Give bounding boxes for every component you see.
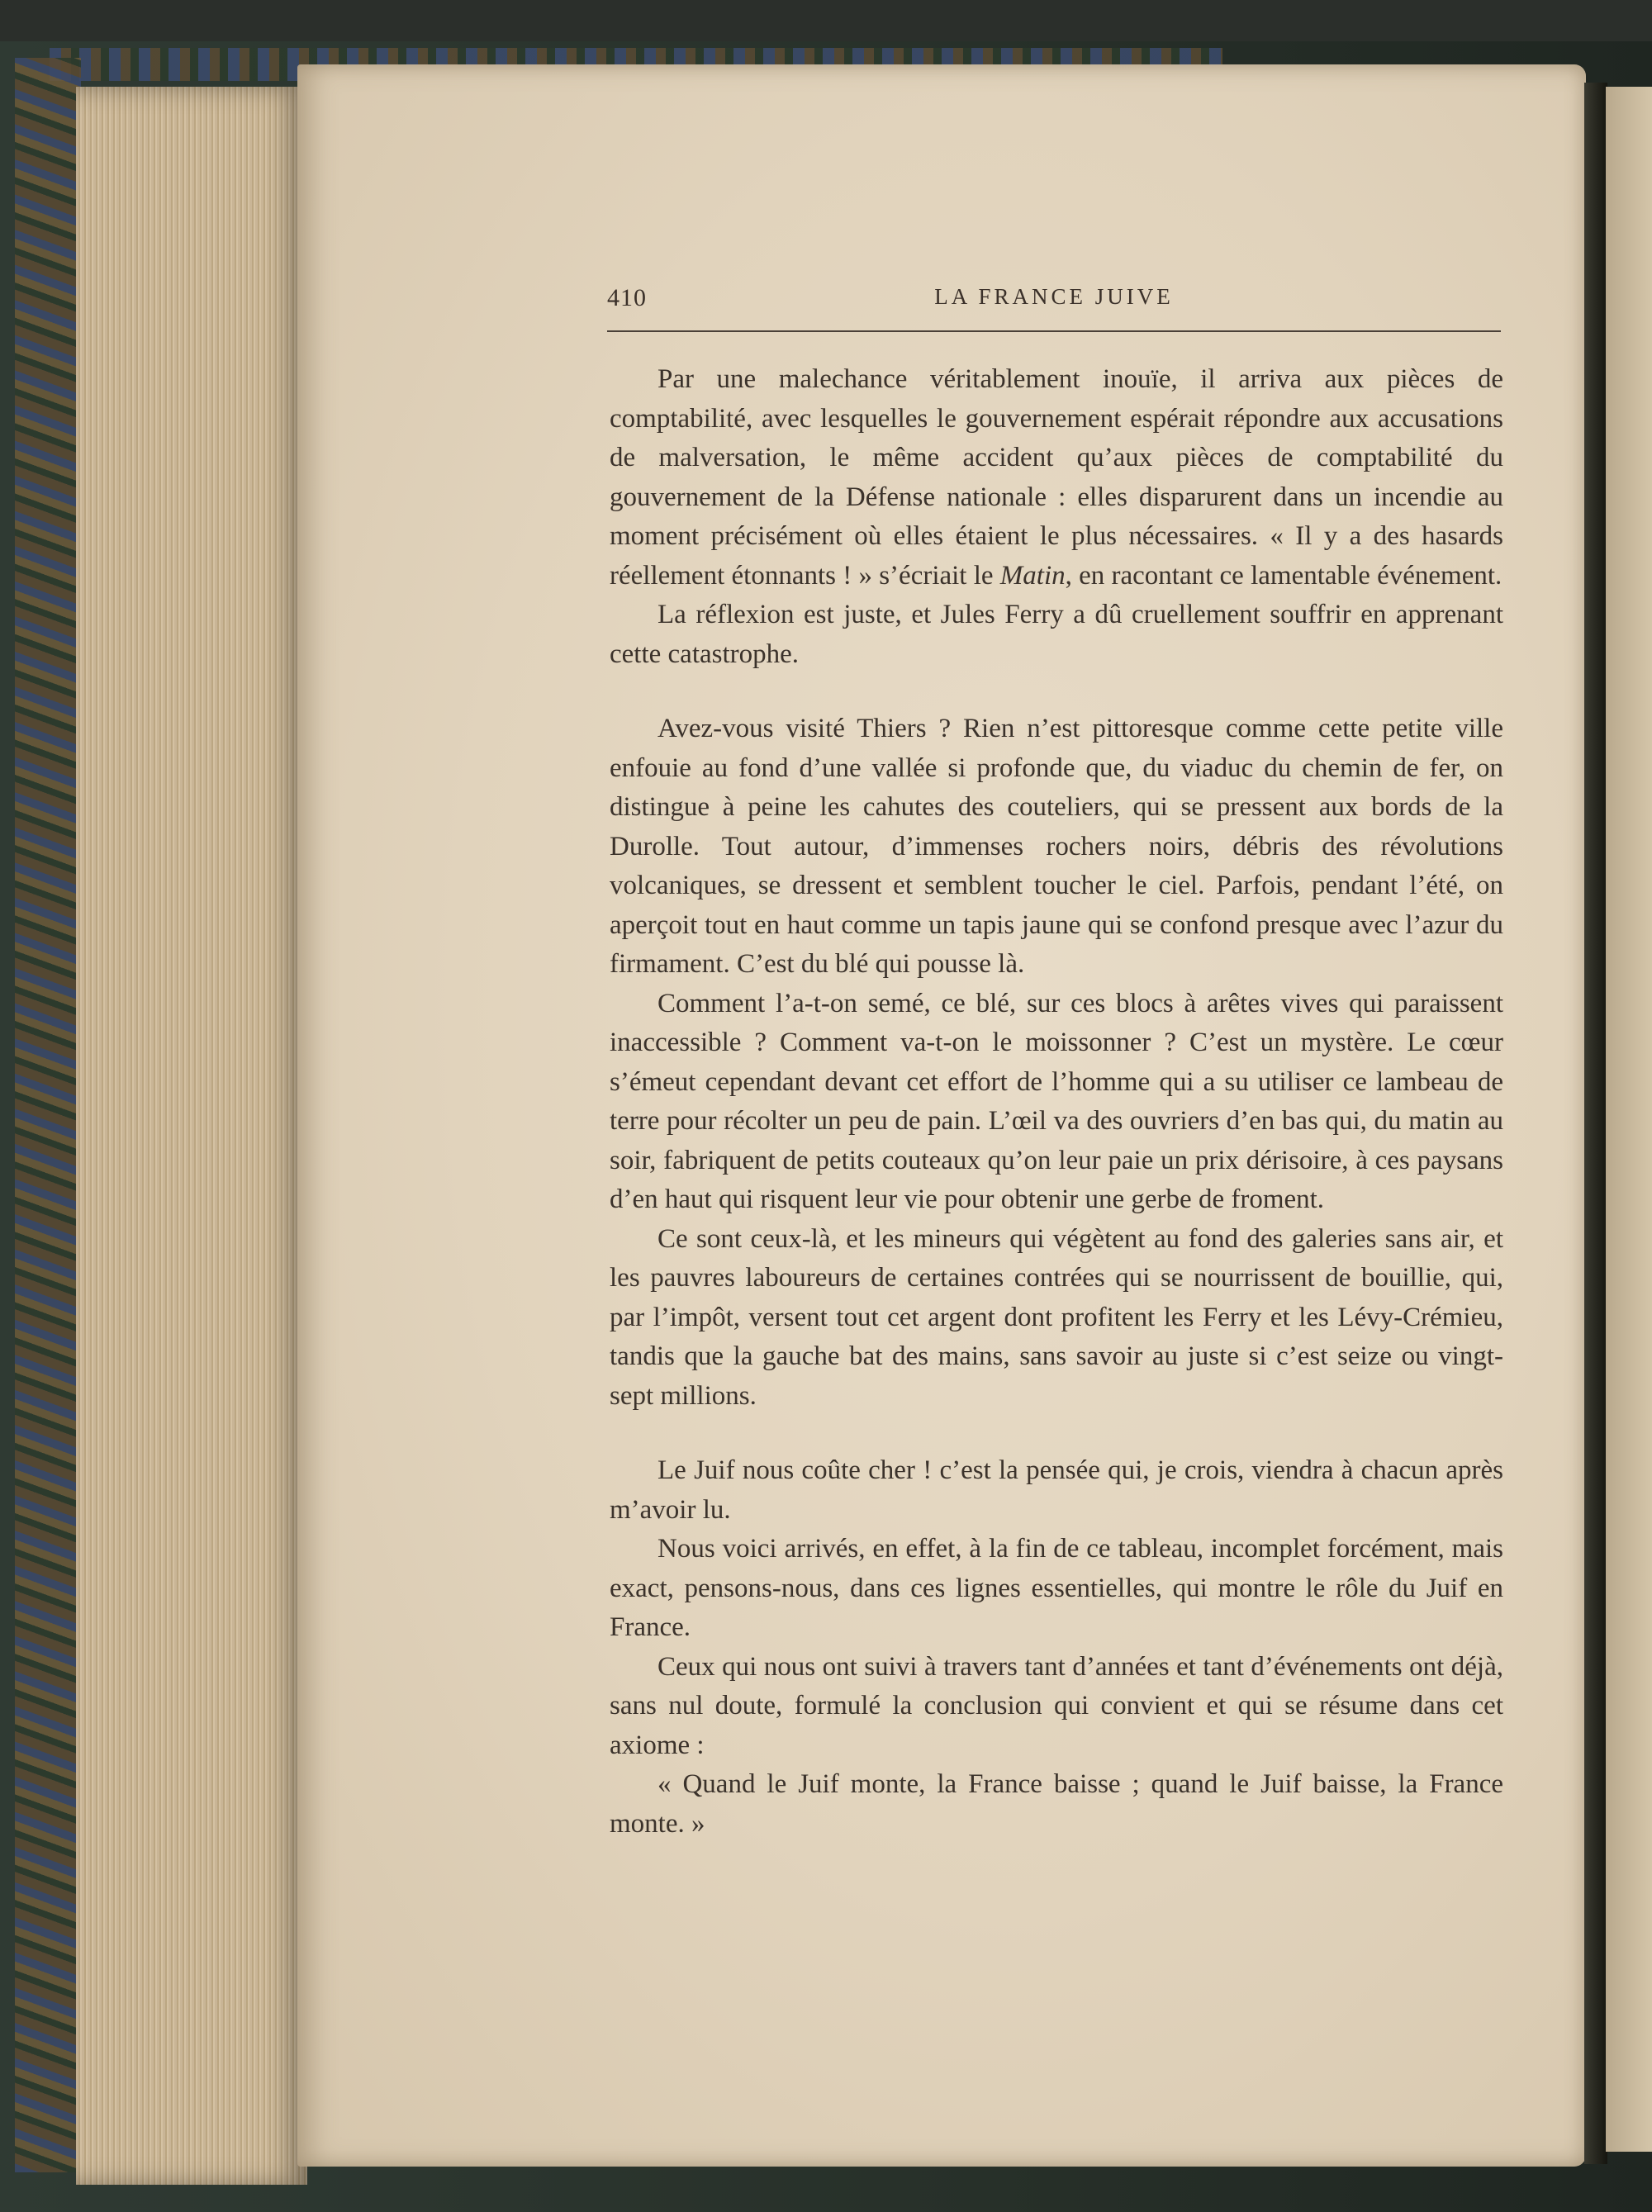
body-text (610, 360, 1503, 1844)
paragraph: Le Juif nous coûte cher ! c’est la pensée qui, je crois, viendra à chacun après m’avoir lu. (610, 1455, 1503, 1525)
paragraph: Avez-vous visité Thiers ? Rien n’est pittoresque comme cette petite ville enfouie au fond d’une vallée si profonde que, du viaduc du chemin de fer, on distingue à peine les cahutes des couteliers, qui se pressent aux bords de la Durolle. Tout autour, d’immenses rochers noirs, débris des révolutions volcaniques, se dressent et semblent toucher le ciel. Parfois, pendant l’été, on aperçoit tout en haut comme un tapis jaune qui se confond presque avec l’azur du firmament. C’est du blé qui pousse là. (610, 714, 1503, 979)
running-title: LA FRANCE JUIVE (934, 284, 1174, 309)
section-break (610, 1416, 1503, 1451)
paragraph: Par une malechance véritablement inouïe, il arriva aux pièces de comptabilité, avec lesquelles le gouvernement espérait répondre aux accusations de malversation, le même accident qu’aux pièces de comptabilité du gouvernement de la Défense nationale : elles disparurent dans un incendie au moment précisément où elles étaient le plus nécessaires. « Il y a des hasards réellement étonnants ! » s’écriait le Matin, en racontant ce lamentable événement. (610, 364, 1503, 591)
marbled-spine (15, 58, 81, 2172)
italic-newspaper-title: Matin (999, 560, 1066, 591)
book-gutter (1584, 83, 1607, 2164)
paragraph: Nous voici arrivés, en effet, à la fin de ce tableau, incomplet forcément, mais exact, pensons-nous, dans ces lignes essentielles, qui montre le rôle du Juif en France. (610, 1534, 1503, 1642)
page-number: 410 (607, 284, 647, 311)
running-header (607, 284, 1501, 332)
paragraph: « Quand le Juif monte, la France baisse ; quand le Juif baisse, la France monte. » (610, 1769, 1503, 1839)
paragraph: La réflexion est juste, et Jules Ferry a dû cruellement souffrir en apprenant cette catastrophe. (610, 600, 1503, 669)
paragraph: Ceux qui nous ont suivi à travers tant d’années et tant d’événements ont déjà, sans nul doute, formulé la conclusion qui convient et qui se résume dans cet axiome : (610, 1651, 1503, 1760)
page-stack (76, 87, 307, 2185)
section-break (610, 674, 1503, 710)
facing-page-edge (1606, 87, 1652, 2152)
paragraph: Comment l’a-t-on semé, ce blé, sur ces blocs à arêtes vives qui paraissent inaccessible ? Comment va-t-on le moissonner ? C’est un mystère. Le cœur s’émeut cependant devant cet effort de l’homme qui a su utiliser ce lambeau de terre pour récolter un peu de pain. L’œil va des ouvriers d’en bas qui, du matin au soir, fabriquent de petits couteaux qu’on leur paie un prix dérisoire, à ces paysans d’en haut qui risquent leur vie pour obtenir une gerbe de froment. (610, 988, 1503, 1214)
paragraph: Ce sont ceux-là, et les mineurs qui végètent au fond des galeries sans air, et les pauvres laboureurs de certaines contrées qui se nourrissent de bouillie, qui, par l’impôt, versent tout cet argent dont profitent les Ferry et les Lévy-Crémieu, tandis que la gauche bat des mains, sans savoir au juste si c’est seize ou vingt-sept millions. (610, 1223, 1503, 1411)
